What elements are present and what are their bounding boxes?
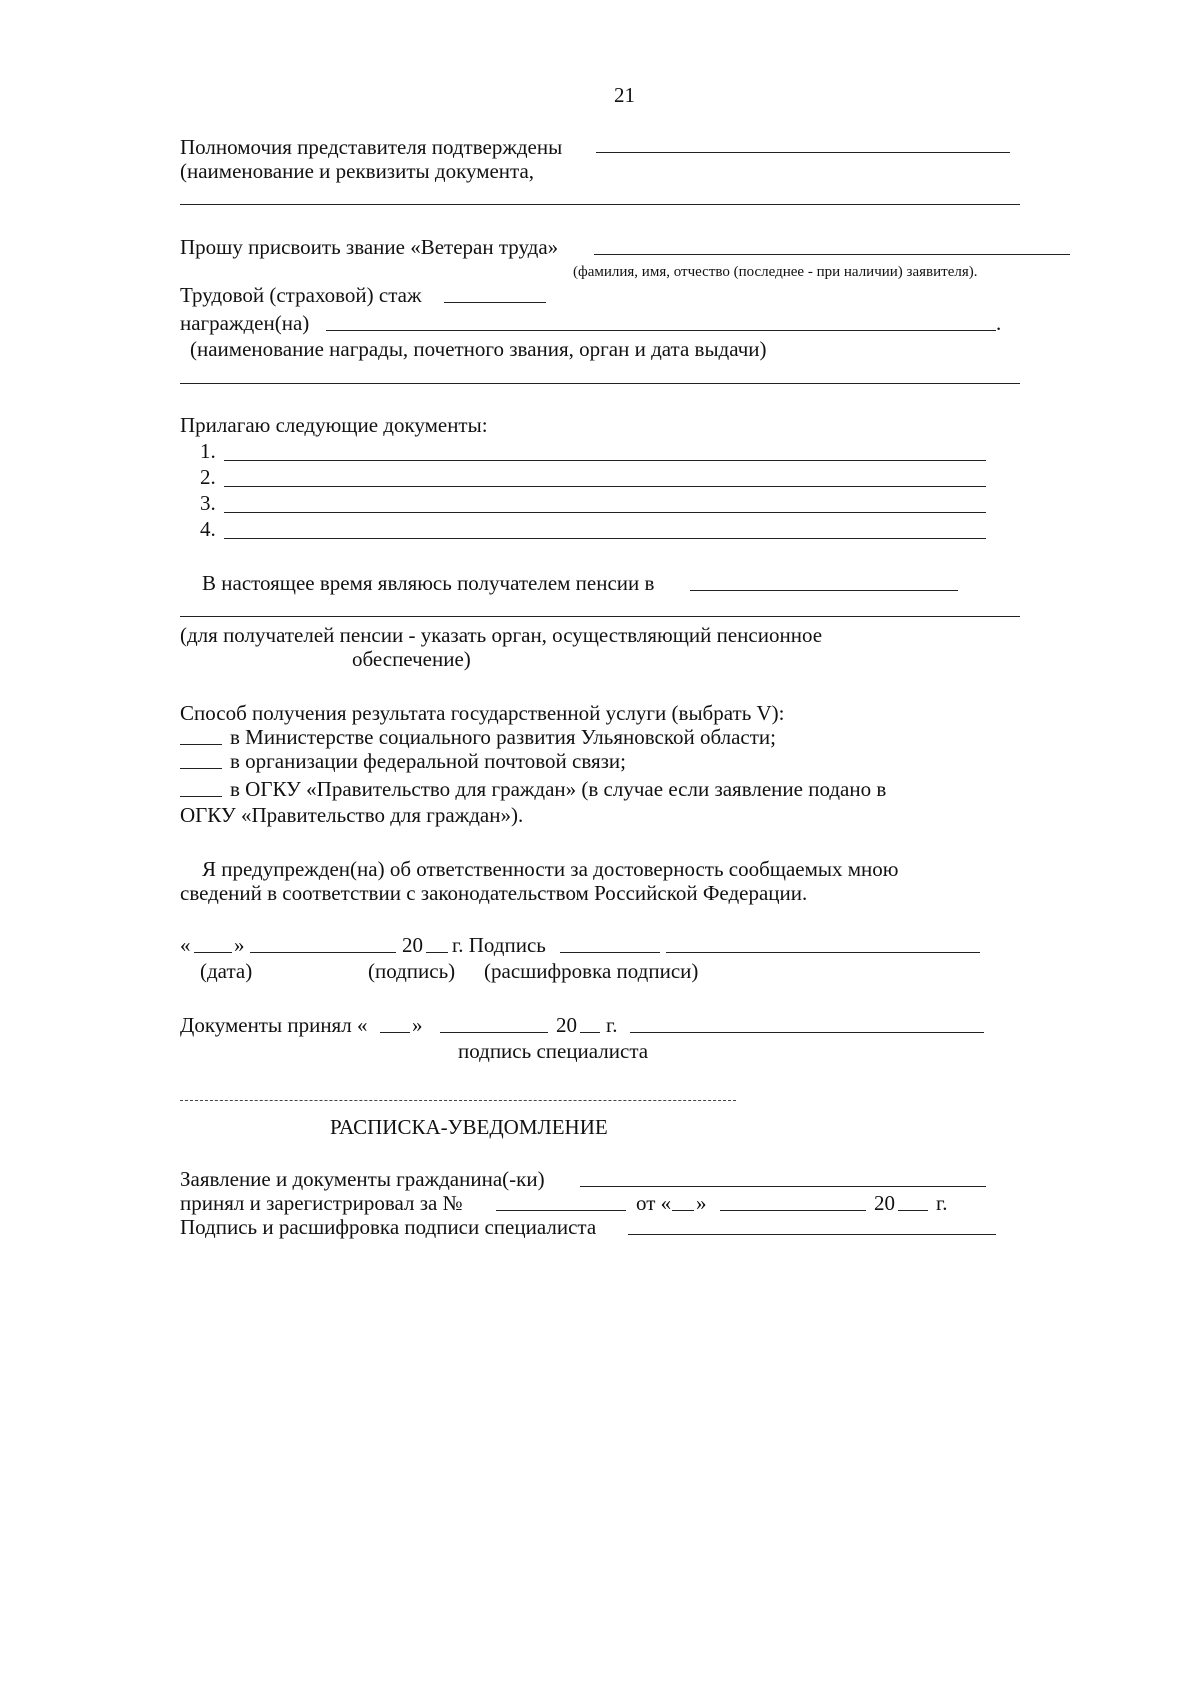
signature-month-field[interactable] bbox=[250, 952, 396, 953]
signature-year-prefix: 20 bbox=[402, 933, 423, 957]
accepted-month-field[interactable] bbox=[440, 1032, 548, 1033]
receipt-day-field[interactable] bbox=[672, 1210, 694, 1211]
accepted-day-field[interactable] bbox=[380, 1032, 410, 1033]
authority-hint: (наименование и реквизиты документа, bbox=[180, 159, 535, 183]
document-item-field[interactable] bbox=[224, 512, 986, 513]
signature-day-field[interactable] bbox=[194, 952, 232, 953]
pension-hint-line2: обеспечение) bbox=[352, 647, 471, 671]
awarded-end: . bbox=[996, 311, 1002, 335]
receipt-title: РАСПИСКА-УВЕДОМЛЕНИЕ bbox=[330, 1115, 608, 1139]
experience-field[interactable] bbox=[444, 302, 546, 303]
pension-text: В настоящее время являюсь получателем пенсии в bbox=[202, 571, 655, 595]
option-checkbox-ministry[interactable] bbox=[180, 744, 222, 745]
receipt-reg-label: принял и зарегистрировал за № bbox=[180, 1191, 463, 1215]
awarded-field[interactable] bbox=[326, 330, 996, 331]
pension-field[interactable] bbox=[690, 590, 958, 591]
receipt-specialist-label: Подпись и расшифровка подписи специалиста bbox=[180, 1215, 597, 1239]
authority-text: Полномочия представителя подтверждены bbox=[180, 135, 563, 159]
result-method-title: Способ получения результата государственной услуги (выбрать V): bbox=[180, 701, 785, 725]
accepted-year-prefix: 20 bbox=[556, 1013, 577, 1037]
page-number: 21 bbox=[614, 83, 635, 107]
cut-line bbox=[180, 1100, 736, 1101]
warning-line2: сведений в соответствии с законодательством Российской Федерации. bbox=[180, 881, 808, 905]
option-checkbox-ogku[interactable] bbox=[180, 796, 222, 797]
receipt-number-field[interactable] bbox=[496, 1210, 626, 1211]
signature-date-label: (дата) bbox=[200, 959, 253, 983]
signature-sign-label: (подпись) bbox=[368, 959, 456, 983]
accepted-signature-field[interactable] bbox=[630, 1032, 984, 1033]
receipt-specialist-field[interactable] bbox=[628, 1234, 996, 1235]
option-checkbox-post[interactable] bbox=[180, 768, 222, 769]
pension-hint-line1: (для получателей пенсии - указать орган, осуществляющий пенсионное bbox=[180, 623, 823, 647]
receipt-month-field[interactable] bbox=[720, 1210, 866, 1211]
receipt-line1: Заявление и документы гражданина(-ки) bbox=[180, 1167, 545, 1191]
awarded-hint: (наименование награды, почетного звания, орган и дата выдачи) bbox=[190, 337, 767, 361]
document-item-number: 4. bbox=[200, 517, 216, 541]
authority-field-continuation[interactable] bbox=[180, 204, 1020, 205]
applicant-name-field[interactable] bbox=[594, 254, 1070, 255]
receipt-citizen-field[interactable] bbox=[580, 1186, 986, 1187]
receipt-from-label: от « bbox=[636, 1191, 672, 1215]
authority-field[interactable] bbox=[596, 152, 1010, 153]
option-ogku-label: в ОГКУ «Правительство для граждан» (в случае если заявление подано в bbox=[230, 777, 887, 801]
signature-field[interactable] bbox=[560, 952, 660, 953]
accepted-year-suffix: г. bbox=[606, 1013, 618, 1037]
accepted-close-quote: » bbox=[412, 1013, 423, 1037]
document-item-field[interactable] bbox=[224, 460, 986, 461]
receipt-year-suffix: г. bbox=[936, 1191, 948, 1215]
document-item-field[interactable] bbox=[224, 538, 986, 539]
signature-close-quote: » bbox=[234, 933, 245, 957]
pension-field-continuation[interactable] bbox=[180, 616, 1020, 617]
accepted-year-field[interactable] bbox=[580, 1032, 600, 1033]
signature-year-field[interactable] bbox=[426, 952, 448, 953]
document-item-field[interactable] bbox=[224, 486, 986, 487]
signature-decode-field[interactable] bbox=[666, 952, 980, 953]
experience-label: Трудовой (страховой) стаж bbox=[180, 283, 422, 307]
awarded-field-continuation[interactable] bbox=[180, 383, 1020, 384]
receipt-year-prefix: 20 bbox=[874, 1191, 895, 1215]
option-post-label: в организации федеральной почтовой связи; bbox=[230, 749, 627, 773]
document-item-number: 3. bbox=[200, 491, 216, 515]
request-hint: (фамилия, имя, отчество (последнее - при наличии) заявителя). bbox=[573, 264, 978, 280]
signature-decode-label: (расшифровка подписи) bbox=[484, 959, 699, 983]
signature-year-suffix: г. Подпись bbox=[452, 933, 546, 957]
request-text: Прошу присвоить звание «Ветеран труда» bbox=[180, 235, 559, 259]
specialist-label: подпись специалиста bbox=[458, 1039, 649, 1063]
awarded-label: награжден(на) bbox=[180, 311, 310, 335]
warning-line1: Я предупрежден(на) об ответственности за достоверность сообщаемых мною bbox=[202, 857, 899, 881]
receipt-close-quote: » bbox=[696, 1191, 707, 1215]
accepted-label: Документы принял « bbox=[180, 1013, 368, 1037]
document-item-number: 1. bbox=[200, 439, 216, 463]
signature-open-quote: « bbox=[180, 933, 191, 957]
receipt-year-field[interactable] bbox=[898, 1210, 928, 1211]
document-item-number: 2. bbox=[200, 465, 216, 489]
option-ogku-continuation: ОГКУ «Правительство для граждан»). bbox=[180, 803, 524, 827]
option-ministry-label: в Министерстве социального развития Ульяновской области; bbox=[230, 725, 776, 749]
documents-title: Прилагаю следующие документы: bbox=[180, 413, 488, 437]
